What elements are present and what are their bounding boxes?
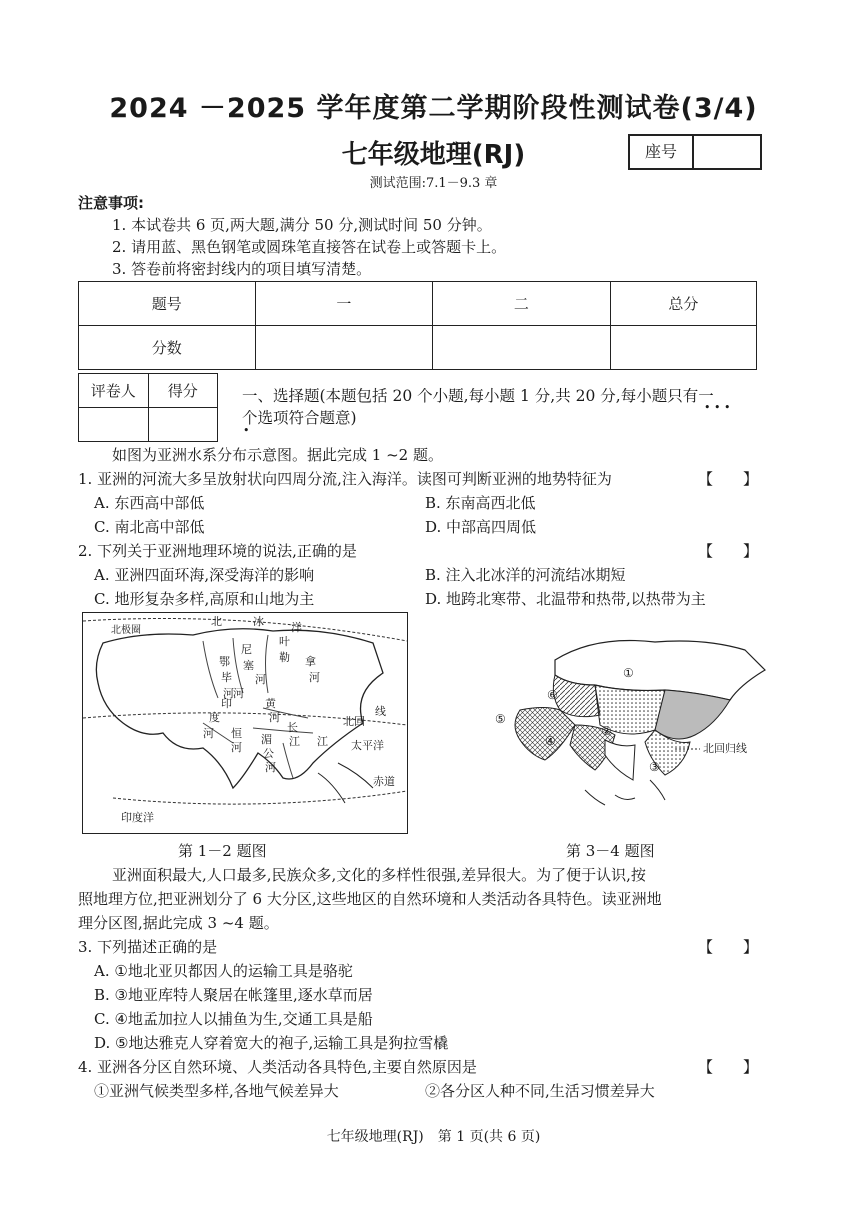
notes-heading: 注意事项: [78,194,144,212]
option: A. ①地北亚贝都因人的运输工具是骆驼 [94,962,353,980]
map-label: 北 [211,615,222,628]
question-2-stem: 2. 下列关于亚洲地理环境的说法,正确的是 [78,542,357,560]
map-label: 河 [255,673,266,686]
score-field[interactable] [433,326,611,370]
note-item: 3. 答卷前将密封线内的项目填写清楚。 [112,260,372,278]
emphasis-dot: • [243,424,250,437]
test-range: 测试范围:7.1－9.3 章 [369,176,498,191]
intro-q3-4: 理分区图,据此完成 3 ~4 题。 [78,914,279,932]
region-label: ④ [545,734,556,748]
table-cell: 题号 [79,282,256,326]
option: B. ③地亚库特人聚居在帐篷里,逐水草而居 [94,986,373,1004]
table-cell: 评卷人 [79,374,149,408]
map-label: 北回 [343,715,365,728]
option: D. ⑤地达雅克人穿着宽大的袍子,运输工具是狗拉雪橇 [94,1034,449,1052]
question-3-stem: 3. 下列描述正确的是 [78,938,218,956]
grader-field[interactable] [79,408,149,442]
option: C. 南北高中部低 [94,518,205,536]
table-cell: 一 [255,282,433,326]
option: ②各分区人种不同,生活习惯差异大 [425,1082,655,1100]
intro-q1-2: 如图为亚洲水系分布示意图。据此完成 1 ~2 题。 [112,446,443,464]
map-label: 河 [231,741,242,754]
region-label: ⑤ [495,712,506,726]
map-label: 河 [269,711,280,724]
table-cell: 总分 [610,282,756,326]
map-label: 黄 [265,697,276,710]
map-label: 勒 [279,651,290,664]
map-label: 尼 [241,643,252,656]
map1-caption: 第 1－2 题图 [178,842,267,860]
map-label: 塞 [243,659,254,672]
intro-q3-4: 照地理方位,把亚洲划分了 6 大分区,这些地区的自然环境和人类活动各具特色。读亚洲地 [78,890,662,908]
map-label: 印度洋 [121,811,154,824]
option: A. 东西高中部低 [94,494,205,512]
map-label: 度 [209,711,220,724]
map-label: 洋 [291,621,302,634]
region-label: ① [623,666,634,680]
seat-number-box [628,134,762,170]
map-label: 河 [265,761,276,774]
intro-q3-4: 亚洲面积最大,人口最多,民族众多,文化的多样性很强,差异很大。为了便于认识,按 [112,866,646,884]
option: B. 注入北冰洋的河流结冰期短 [425,566,626,584]
map-label: 赤道 [373,775,395,788]
map-label: 河 [233,687,244,700]
tropic-label: 北回归线 [703,742,747,755]
map-label: 湄 [261,733,272,746]
section-heading-cont: 个选项符合题意) [242,409,357,427]
table-cell: 分数 [79,326,256,370]
table-row [79,282,757,326]
map-label: 河 [203,727,214,740]
map-label: 拿 [305,655,316,668]
map-label: 河 [309,671,320,684]
map-label: 河 [223,687,234,700]
option: C. 地形复杂多样,高原和山地为主 [94,590,315,608]
option: D. 中部高四周低 [425,518,537,536]
map-label: 恒 [231,727,242,740]
seat-number-field[interactable] [694,136,760,168]
map-label: 太平洋 [351,739,384,752]
map2-caption: 第 3－4 题图 [566,842,655,860]
map-label: 印 [221,697,232,710]
score-field[interactable] [255,326,433,370]
question-4-stem: 4. 亚洲各分区自然环境、人类活动各具特色,主要自然原因是 [78,1058,477,1076]
seat-label: 座号 [630,136,694,168]
emphasis-dots: • • • [704,401,731,414]
question-1-stem: 1. 亚洲的河流大多呈放射状向四周分流,注入海洋。读图可判断亚洲的地势特征为 [78,470,612,488]
exam-title: 2024 －2025 学年度第二学期阶段性测试卷(3/4) [109,93,758,124]
note-item: 1. 本试卷共 6 页,两大题,满分 50 分,测试时间 50 分钟。 [112,216,492,234]
option: C. ④地孟加拉人以捕鱼为生,交通工具是船 [94,1010,373,1028]
region-label: ③ [649,760,660,774]
map-label: 长 [287,721,298,734]
option: A. 亚洲四面环海,深受海洋的影响 [94,566,315,584]
map-label: 冰 [253,615,264,628]
region-label: ② [601,724,612,738]
page-footer: 七年级地理(RJ) 第 1 页(共 6 页) [326,1129,541,1145]
option: D. 地跨北寒带、北温带和热带,以热带为主 [425,590,706,608]
map-label: 毕 [221,671,232,684]
subject-title: 七年级地理(RJ) [341,140,526,170]
option: ①亚洲气候类型多样,各地气候差异大 [94,1082,339,1100]
map-label: 线 [375,705,386,718]
grader-table [78,373,218,442]
score-field[interactable] [148,408,218,442]
table-row [79,374,218,408]
table-row [79,408,218,442]
score-table [78,281,757,370]
asia-regions-map-drawing [475,630,770,830]
answer-bracket[interactable]: 【 】 [698,1058,759,1076]
score-field[interactable] [610,326,756,370]
section-heading: 一、选择题(本题包括 20 个小题,每小题 1 分,共 20 分,每小题只有一 [242,387,714,405]
map-label: 北极圈 [111,625,141,636]
answer-bracket[interactable]: 【 】 [698,938,759,956]
table-cell: 二 [433,282,611,326]
region-label: ⑥ [547,688,558,702]
note-item: 2. 请用蓝、黑色钢笔或圆珠笔直接答在试卷上或答题卡上。 [112,238,507,256]
map-label: 江 [289,735,300,748]
table-row [79,326,757,370]
asia-regions-map [475,630,770,830]
table-cell: 得分 [148,374,218,408]
answer-bracket[interactable]: 【 】 [698,542,759,560]
answer-bracket[interactable]: 【 】 [698,470,759,488]
map-label: 江 [317,735,328,748]
map-label: 鄂 [219,655,230,668]
map-label: 叶 [279,635,290,648]
asia-river-map [82,612,408,834]
map-label: 公 [263,747,274,760]
option: B. 东南高西北低 [425,494,536,512]
